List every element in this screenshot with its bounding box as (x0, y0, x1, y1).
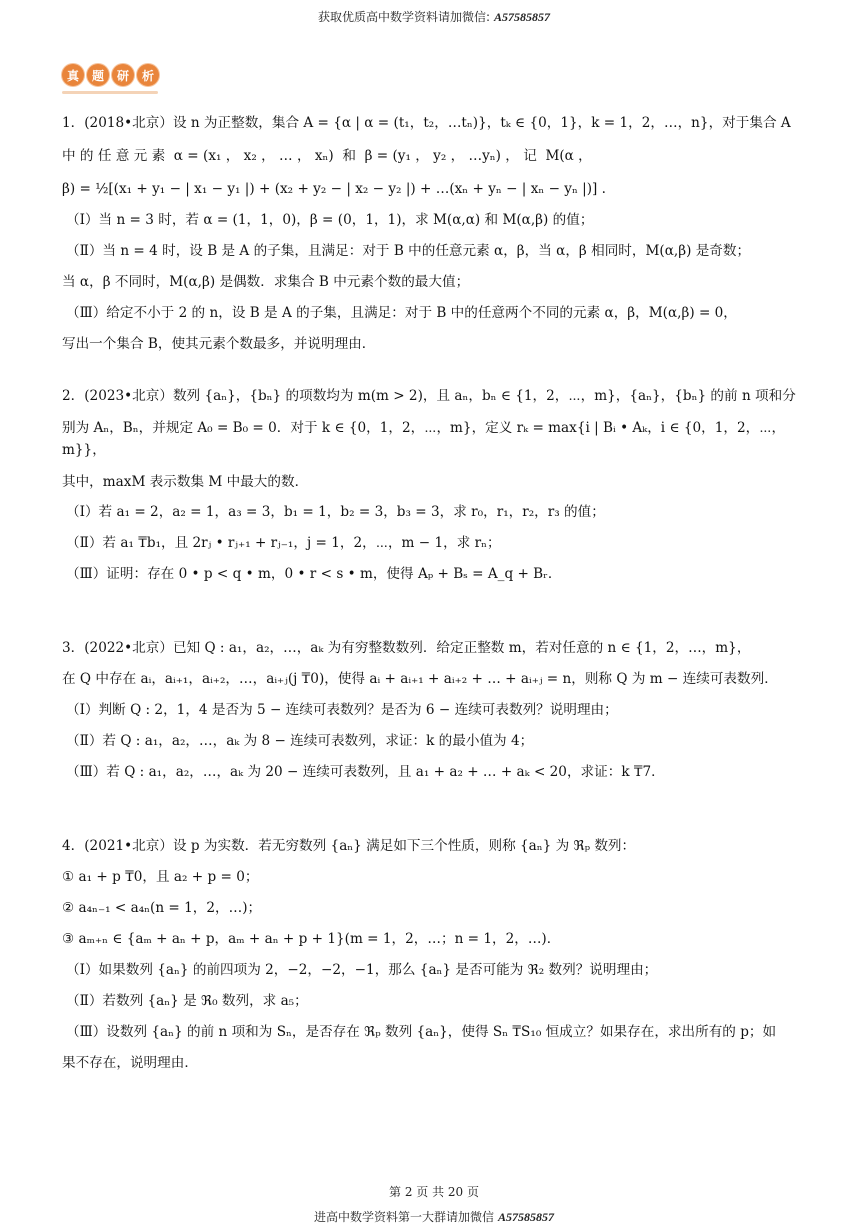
header-text: 获取优质高中数学资料请加微信: (317, 10, 491, 24)
property-line: ③ aₘ₊ₙ ∈ {aₘ + aₙ + p，aₘ + aₙ + p + 1}(m = 1，2，…；n = 1，2，…)． (62, 931, 561, 947)
property-line: ② a₄ₙ₋₁ < a₄ₙ(n = 1，2，…)； (62, 900, 262, 916)
question-2 (62, 385, 807, 585)
sub-question: （Ⅲ）给定不小于 2 的 n，设 B 是 A 的子集，且满足：对于 B 中的任意两个不同的元素 α，β，M(α,β) = 0， (66, 305, 737, 321)
sub-question: （Ⅲ）设数列 {aₙ} 的前 n 项和为 Sₙ，是否存在 ℜₚ 数列 {aₙ}，使得 Sₙ ₸S₁₀ 恒成立？如果存在，求出所有的 p；如 (66, 1024, 777, 1040)
sub-question: （Ⅰ）如果数列 {aₙ} 的前四项为 2，−2，−2，−1，那么 {aₙ} 是否可能为 ℜ₂ 数列？说明理由； (66, 962, 658, 978)
section-badge (62, 64, 159, 94)
badge-char: 研 (112, 64, 134, 86)
question-1 (62, 112, 807, 355)
sub-question: 果不存在，说明理由． (62, 1055, 198, 1071)
question-3 (62, 637, 807, 783)
sub-question: （Ⅱ）若 a₁ ₸b₁，且 2rⱼ • rⱼ₊₁ + rⱼ₋₁，j = 1，2，⋯，m − 1，求 rₙ； (66, 535, 501, 551)
badge-underline (62, 91, 158, 94)
question-title: 1．(2018•北京）设 n 为正整数，集合 A = {α | α = (t₁，t₂，…tₙ)}，tₖ ∈ {0，1}，k = 1，2，…，n}，对于集合 A (62, 115, 791, 131)
question-line: 在 Q 中存在 aᵢ，aᵢ₊₁，aᵢ₊₂，…，aᵢ₊ⱼ(j ₸0)，使得 aᵢ + aᵢ₊₁ + aᵢ₊₂ + … + aᵢ₊ⱼ = n，则称 Q 为 m − 连续可表数列． (62, 671, 778, 687)
question-line: 其中，maxM 表示数集 M 中最大的数． (62, 474, 309, 490)
sub-question: 当 α，β 不同时，M(α,β) 是偶数．求集合 B 中元素个数的最大值； (62, 274, 470, 290)
page-footer (0, 1208, 868, 1225)
sub-question: （Ⅱ）当 n = 4 时，设 B 是 A 的子集，且满足：对于 B 中的任意元素 α，β，当 α，β 相同时，M(α,β) 是奇数； (66, 243, 751, 259)
question-title: 3．(2022•北京）已知 Q : a₁，a₂，…，aₖ 为有穷整数数列．给定正整数 m，若对任意的 n ∈ {1，2，…，m}， (62, 640, 751, 656)
question-title: 4．(2021•北京）设 p 为实数．若无穷数列 {aₙ} 满足如下三个性质，则称 {aₙ} 为 ℜₚ 数列： (62, 838, 636, 854)
badge-char: 析 (137, 64, 159, 86)
questions-body (62, 112, 807, 1074)
sub-question: （Ⅱ）若 Q : a₁，a₂，…，aₖ 为 8 − 连续可表数列，求证：k 的最小值为 4； (66, 733, 534, 749)
sub-question: 写出一个集合 B，使其元素个数最多，并说明理由． (62, 336, 376, 352)
footer-text: 进高中数学资料第一大群请加微信 (313, 1210, 494, 1224)
header-wechat-id: A57585857 (494, 10, 551, 24)
question-4 (62, 835, 807, 1074)
badge-char: 真 (62, 64, 84, 86)
sub-question: （Ⅰ）当 n = 3 时，若 α = (1，1，0)，β = (0，1，1)，求 M(α,α) 和 M(α,β) 的值； (66, 212, 594, 228)
question-line: β) = ½[(x₁ + y₁ − | x₁ − y₁ |) + (x₂ + y₂ − | x₂ − y₂ |) + …(xₙ + yₙ − | xₙ − yₙ |)] . (62, 181, 606, 197)
property-line: ① a₁ + p ₸0，且 a₂ + p = 0； (62, 869, 259, 885)
sub-question: （Ⅰ）判断 Q : 2，1，4 是否为 5 − 连续可表数列？是否为 6 − 连续可表数列？说明理由； (66, 702, 618, 718)
question-line: 中 的 任 意 元 素 α = (x₁ ， x₂ ， … ， xₙ) 和 β = (y₁ ， y₂ ， …yₙ) ， 记 M(α ， (62, 148, 592, 164)
sub-question: （Ⅲ）若 Q : a₁，a₂，…，aₖ 为 20 − 连续可表数列，且 a₁ + a₂ + … + aₖ < 20，求证：k ₸7． (66, 764, 665, 780)
sub-question: （Ⅲ）证明：存在 0 • p < q • m，0 • r < s • m，使得 Aₚ + Bₛ = A_q + Bᵣ． (66, 566, 562, 582)
page-number: 第 2 页 共 20 页 (389, 1185, 479, 1199)
question-title: 2．(2023•北京）数列 {aₙ}，{bₙ} 的项数均为 m(m > 2)，且 aₙ，bₙ ∈ {1，2，⋯，m}，{aₙ}，{bₙ} 的前 n 项和分 (62, 388, 796, 404)
badge-char: 题 (87, 64, 109, 86)
sub-question: （Ⅱ）若数列 {aₙ} 是 ℜ₀ 数列，求 a₅； (66, 993, 308, 1009)
page-header (0, 8, 868, 25)
sub-question: （Ⅰ）若 a₁ = 2，a₂ = 1，a₃ = 3，b₁ = 1，b₂ = 3，b₃ = 3，求 r₀，r₁，r₂，r₃ 的值； (66, 504, 605, 520)
footer-wechat-id: A57585857 (498, 1210, 555, 1224)
question-line: 别为 Aₙ，Bₙ，并规定 A₀ = B₀ = 0．对于 k ∈ {0，1，2，⋯，m}，定义 rₖ = max{i | Bᵢ • Aₖ，i ∈ {0，1，2，⋯，m}}， (62, 420, 786, 458)
